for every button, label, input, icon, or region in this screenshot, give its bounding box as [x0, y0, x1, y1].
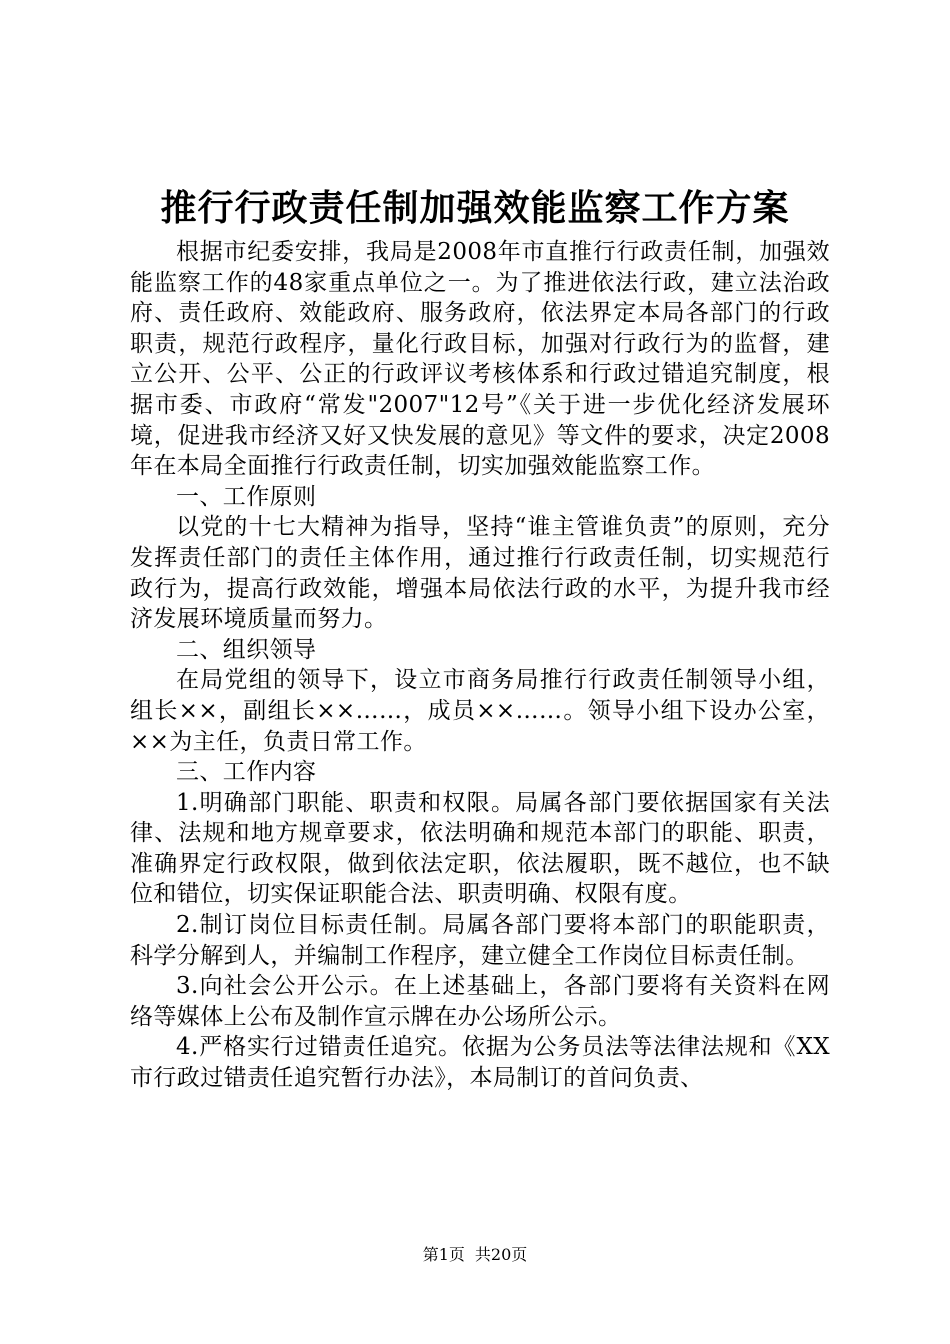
- content-item-3: 3.向社会公开公示。在上述基础上，各部门要将有关资料在网络等媒体上公布及制作宣示牌在办公场所公示。: [130, 973, 830, 1030]
- document-title: 推行行政责任制加强效能监察工作方案: [160, 187, 790, 229]
- page-total: 共20页: [474, 1245, 528, 1264]
- principles-paragraph: 以党的十七大精神为指导，坚持“谁主管谁负责”的原则，充分发挥责任部门的责任主体作用，通过推行行政责任制，切实规范行政行为，提高行政效能，增强本局依法行政的水平，为提升我市经济发展环境质量而努力。: [130, 514, 830, 633]
- document-body: [130, 237, 830, 1094]
- intro-paragraph: 根据市纪委安排，我局是2008年市直推行行政责任制，加强效能监察工作的48家重点单位之一。为了推进依法行政，建立法治政府、责任政府、效能政府、服务政府，依法界定本局各部门的行政职责，规范行政程序，量化行政目标，加强对行政行为的监督，建立公开、公平、公正的行政评议考核体系和行政过错追究制度，根据市委、市政府“常发"2007"12号”《关于进一步优化经济发展环境，促进我市经济又好又快发展的意见》等文件的要求，决定2008年在本局全面推行行政责任制，切实加强效能监察工作。: [130, 239, 830, 480]
- leadership-paragraph: 在局党组的领导下，设立市商务局推行行政责任制领导小组，组长××，副组长××……，成员××……。领导小组下设办公室，××为主任，负责日常工作。: [130, 667, 830, 755]
- section-heading-content: 三、工作内容: [176, 759, 317, 786]
- page-number: 第1页: [422, 1245, 465, 1264]
- section-heading-principles: 一、工作原则: [176, 483, 317, 510]
- content-item-1: 1.明确部门职能、职责和权限。局属各部门要依据国家有关法律、法规和地方规章要求，依法明确和规范本部门的职能、职责，准确界定行政权限，做到依法定职，依法履职，既不越位，也不缺位和错位，切实保证职能合法、职责明确、权限有度。: [130, 789, 830, 908]
- content-item-4: 4.严格实行过错责任追究。依据为公务员法等法律法规和《XX市行政过错责任追究暂行办法》，本局制订的首问负责、: [130, 1034, 830, 1092]
- page-footer: [0, 1243, 950, 1267]
- section-heading-leadership: 二、组织领导: [176, 636, 317, 663]
- content-item-2: 2.制订岗位目标责任制。局属各部门要将本部门的职能职责，科学分解到人，并编制工作程序，建立健全工作岗位目标责任制。: [130, 912, 830, 969]
